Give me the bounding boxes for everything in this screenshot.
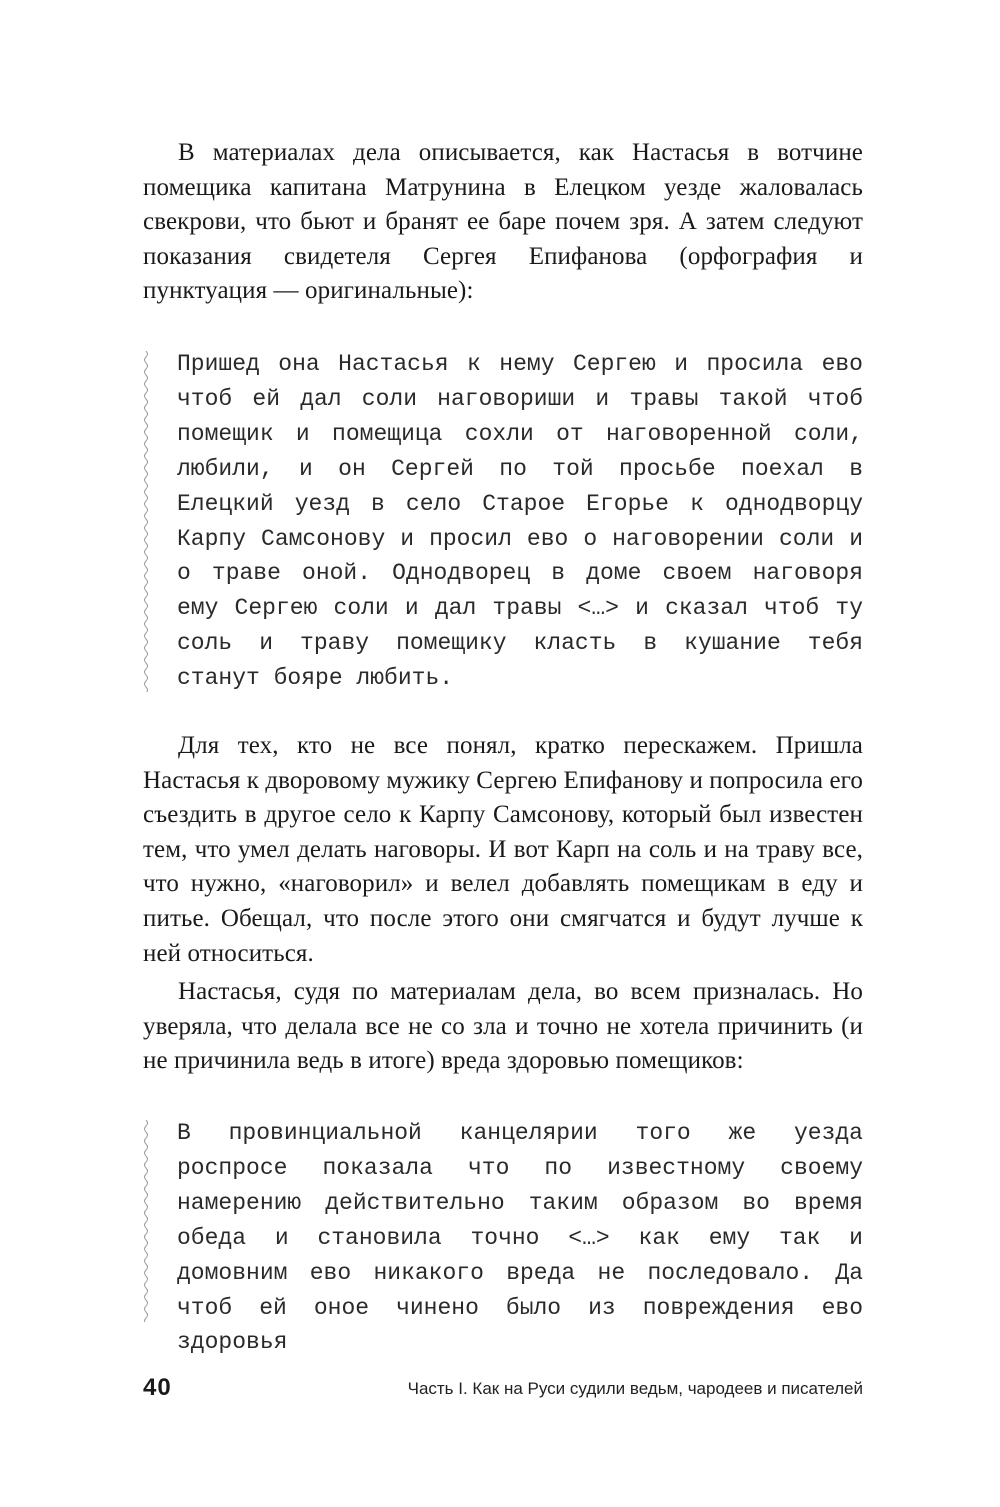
quote-text: В провинциальной канцелярии того же уезда роспросе показала что по известному своему намерению действительно таким образом во время обеда и становила точно <…> как ему так и домовним ево никакого вреда не последовало. Да чтоб ей оное чинено было из повреждения ево здоровья	[177, 1120, 863, 1356]
quote-wavy-rule	[142, 351, 150, 692]
archival-quote-block	[142, 1116, 864, 1356]
paragraph: В материалах дела описывается, как Настасья в вотчине помещика капитана Матрунина в Елецком уезде жаловалась свекрови, что бьют и бранят ее баре почем зря. А затем следуют показания свидетеля Сергея Епифанова (орфография и пунктуация — оригинальные):	[143, 139, 863, 305]
page-footer	[143, 1374, 863, 1404]
page-number: 40	[143, 1374, 172, 1401]
quote-wavy-rule	[142, 1120, 150, 1322]
quote-text: Пришед она Настасья к нему Сергею и просила ево чтоб ей дал соли наговориши и травы такой чтоб помещик и помещица сохли от наговоренной соли, любили, и он Сергей по той просьбе поехал в Елецкий уезд в село Старое Егорье к однодворцу Карпу Самсонову и просил ево о наговорении соли и о траве оной. Однодворец в доме своем наговоря ему Сергею соли и дал травы <…> и сказал чтоб ту соль и траву помещику класть в кушание тебя станут бояре любить.	[177, 351, 863, 692]
running-title: Часть I. Как на Руси судили ведьм, чародеев и писателей	[407, 1379, 863, 1398]
paragraph: Настасья, судя по материалам дела, во всем призналась. Но уверяла, что делала все не со зла и точно не хотела причинить (и не причинила ведь в итоге) вреда здоровью помещиков:	[143, 978, 863, 1075]
archival-quote-block	[142, 347, 864, 692]
paragraph: Для тех, кто не все понял, кратко перескажем. Пришла Настасья к дворовому мужику Сергею Епифанову и попросила его съездить в другое село к Карпу Самсонову, который был известен тем, что умел делать наговоры. И вот Карп на соль и на траву все, что нужно, «наговорил» и велел добавлять помещикам в еду и питье. Обещал, что после этого они смягчатся и будут лучше к ней относиться.	[143, 732, 863, 967]
